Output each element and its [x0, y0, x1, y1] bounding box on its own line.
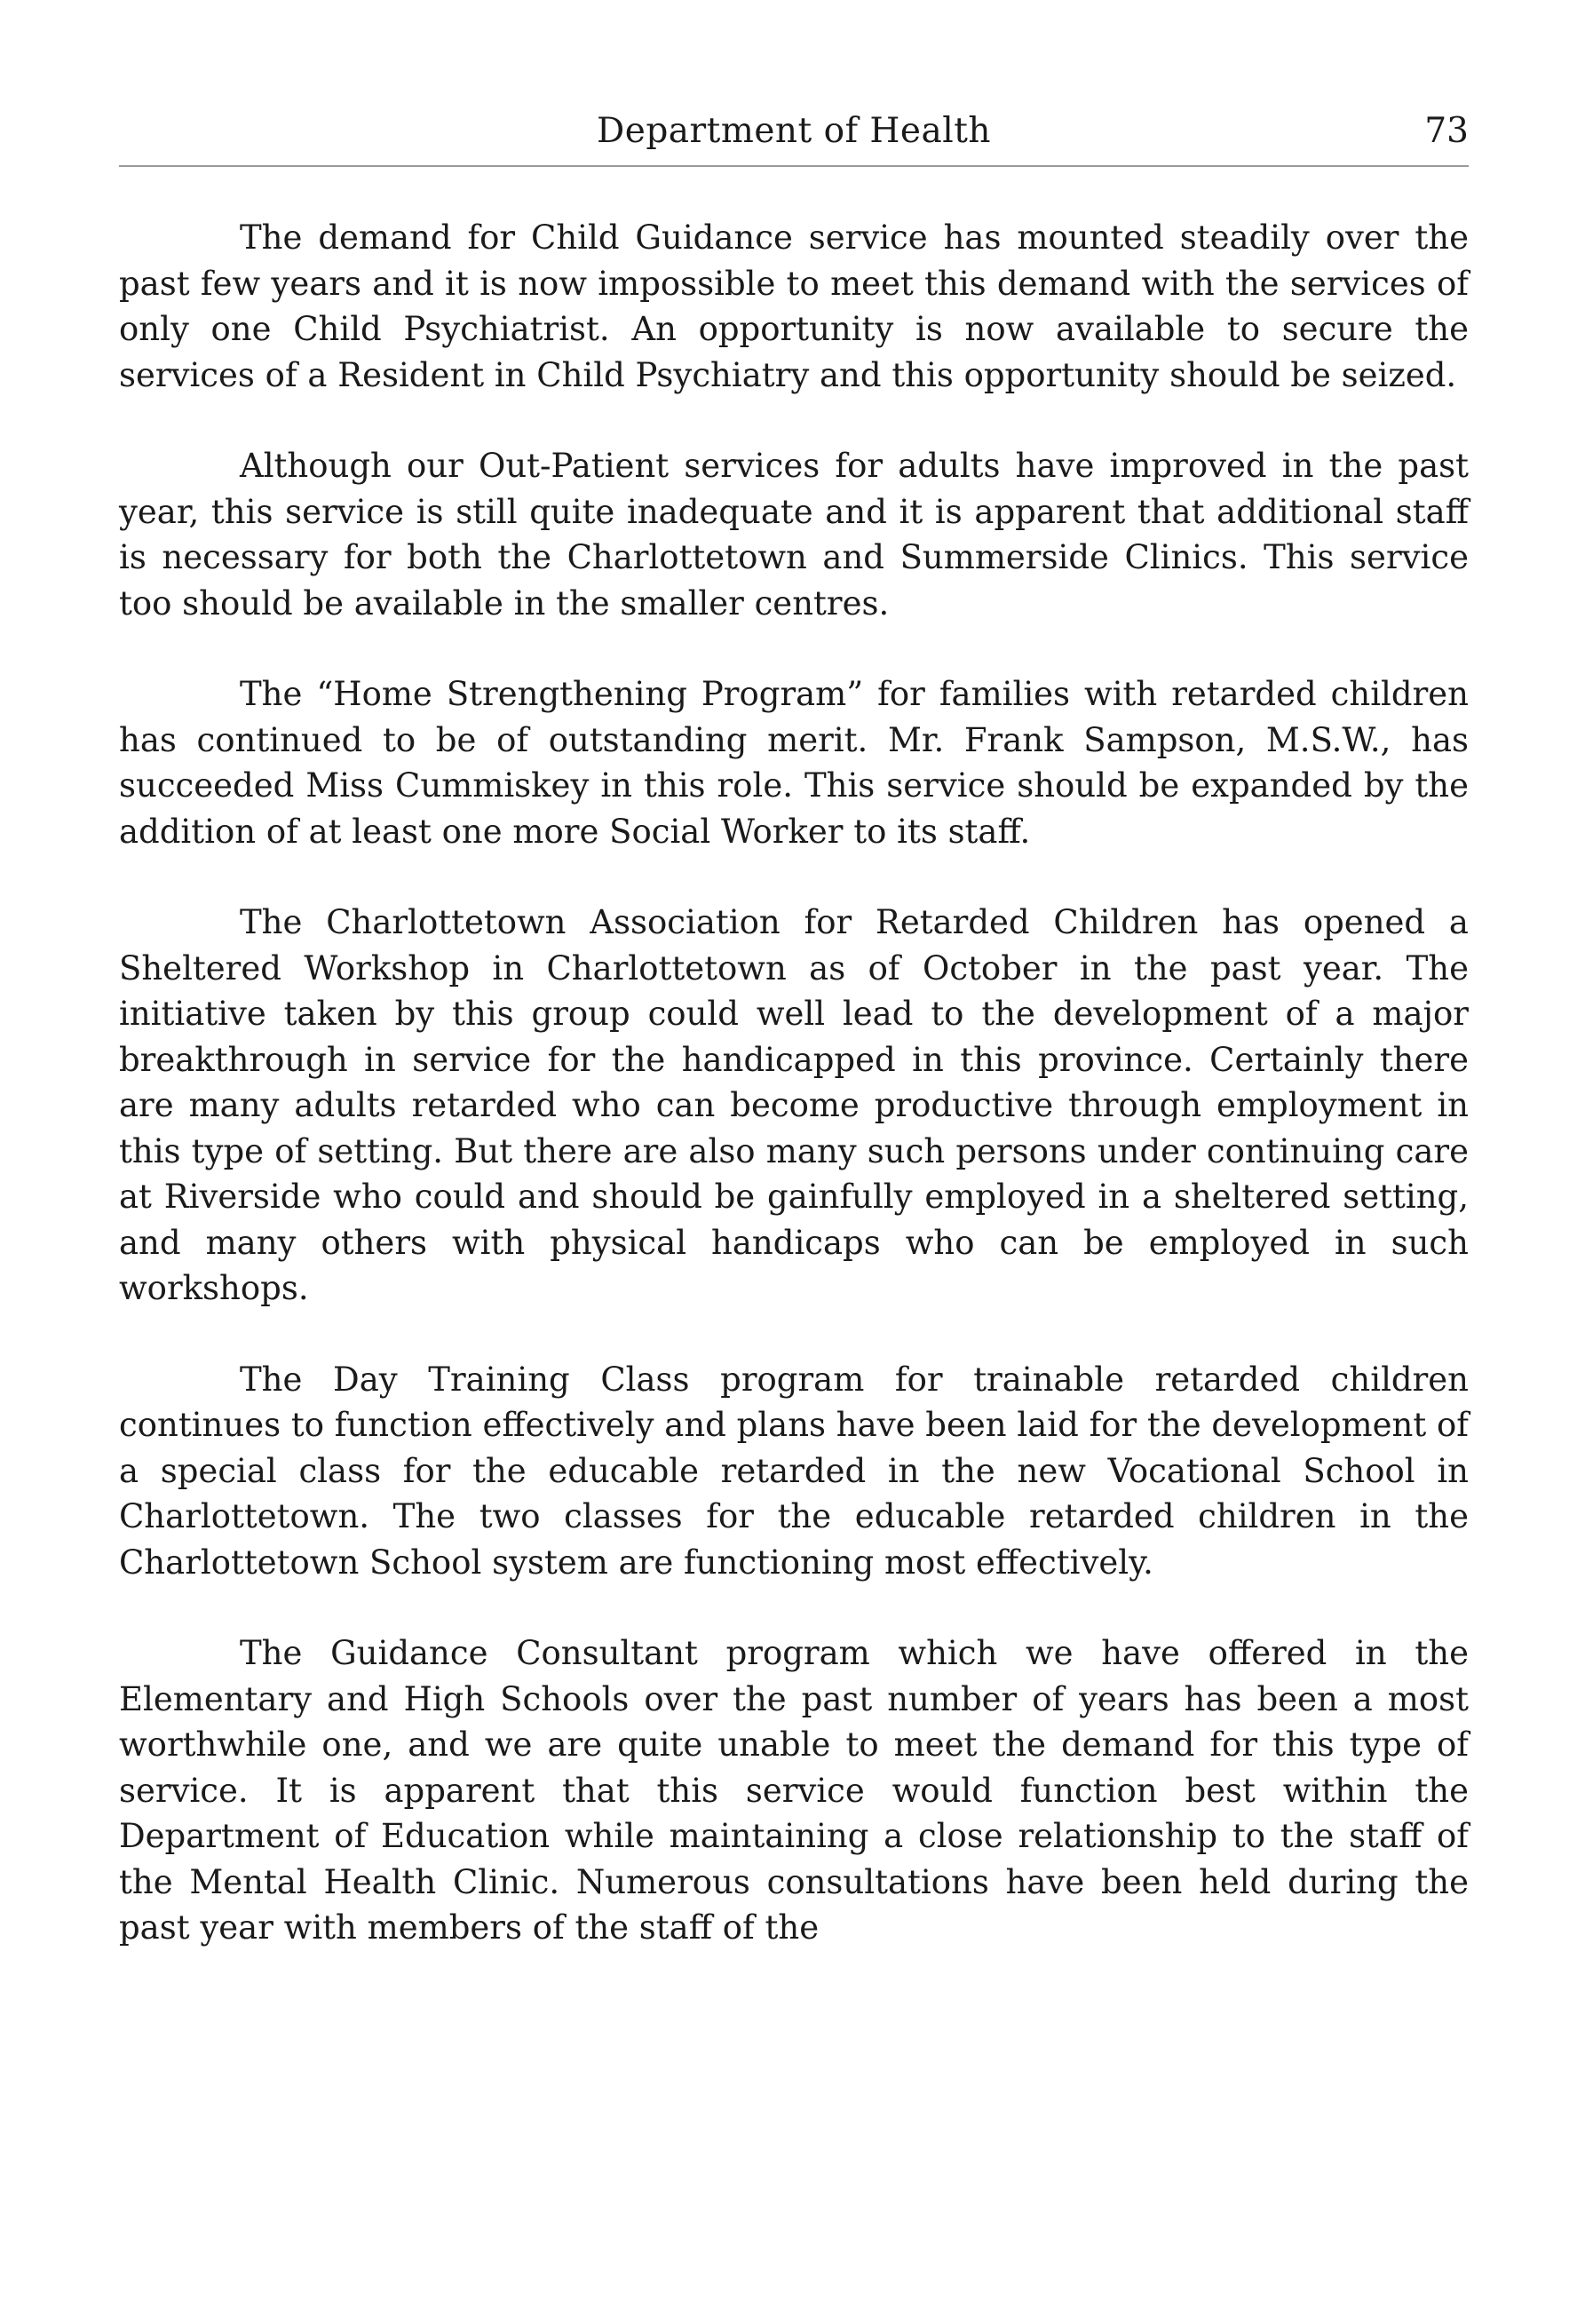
- header-rule: [119, 165, 1469, 167]
- body-text: [119, 215, 1469, 1951]
- paragraph-day-training-class: The Day Training Class program for trainable retarded children continues to function effectively and plans have been laid for the development of a special class for the educable retarded in the new Vocational School in Charlottetown. The two classes for the educable retarded children in the Charlottetown School system are functioning most effectively.: [119, 1360, 1469, 1582]
- running-title: Department of Health: [596, 111, 992, 151]
- paragraph-sheltered-workshop: The Charlottetown Association for Retarded Children has opened a Sheltered Workshop in Charlottetown as of October in the past year. The initiative taken by this group could well lead to the development of a major breakthrough in service for the handicapped in this province. Certainly there are many adults retarded who can become productive through employment in this type of setting. But there are also many such persons under continuing care at Riverside who could and should be gainfully employed in a sheltered setting, and many others with physical handicaps who can be employed in such workshops.: [119, 903, 1469, 1307]
- paragraph-child-guidance: The demand for Child Guidance service has mounted steadily over the past few years and it is now impossible to meet this demand with the services of only one Child Psychiatrist. An opportunity is now available to secure the services of a Resident in Child Psychiatry and this opportunity should be seized.: [119, 218, 1469, 394]
- paragraph-home-strengthening-program: The “Home Strengthening Program” for families with retarded children has continued to be of outstanding merit. Mr. Frank Sampson, M.S.W., has succeeded Miss Cummiskey in this role. This service should be expanded by the addition of at least one more Social Worker to its staff.: [119, 675, 1469, 851]
- page-number: 73: [1424, 111, 1469, 151]
- paragraph-out-patient-services: Although our Out-Patient services for adults have improved in the past year, this service is still quite inadequate and it is apparent that additional staff is necessary for both the Charlottetown and Summerside Clinics. This service too should be available in the smaller centres.: [119, 447, 1469, 623]
- paragraph-guidance-consultant: The Guidance Consultant program which we have offered in the Elementary and High Schools over the past number of years has been a most worthwhile one, and we are quite unable to meet the demand for this type of service. It is apparent that this service would function best within the Department of Education while maintaining a close relationship to the staff of the Mental Health Clinic. Numerous consultations have been held during the past year with members of the staff of the: [119, 1634, 1469, 1947]
- running-header: [119, 108, 1469, 162]
